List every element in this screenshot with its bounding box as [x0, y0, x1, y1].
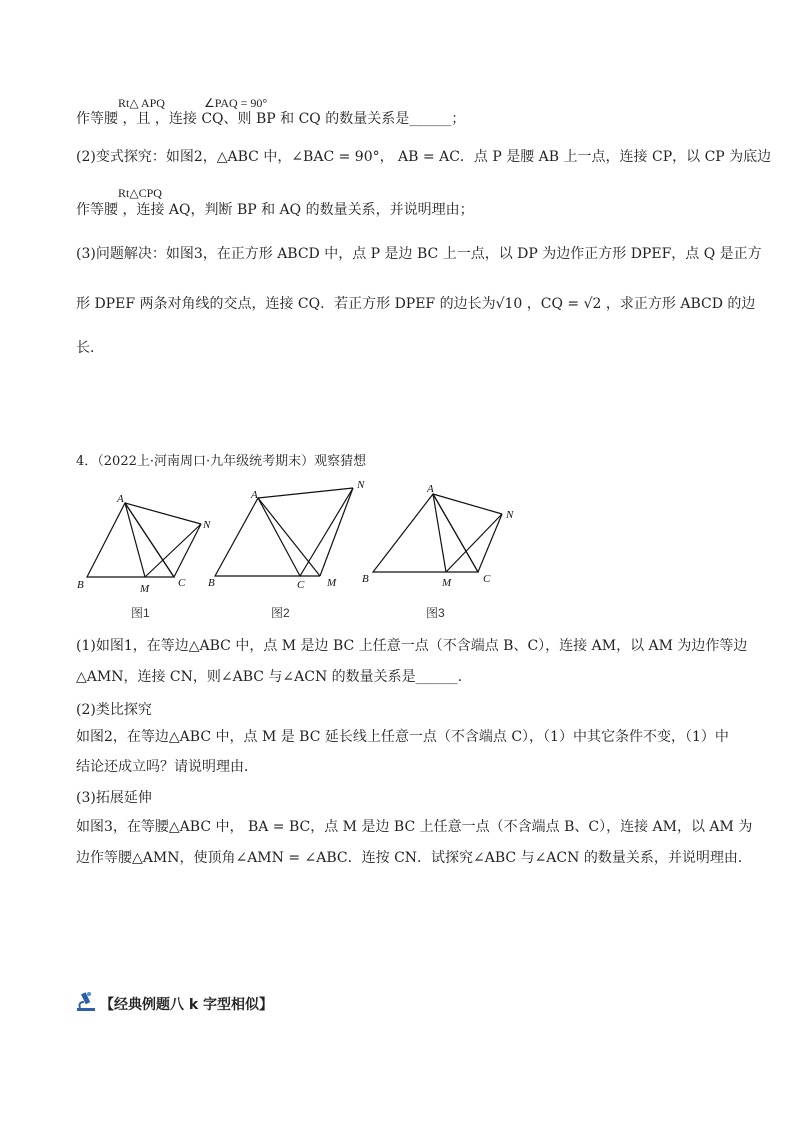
q3-line1: 作等腰 ，且 ，连接 CQ、则 BP 和 CQ 的数量关系是______； — [76, 111, 466, 127]
q3-line3: 作等腰 ，连接 AQ，判断 BP 和 AQ 的数量关系，并说明理由； — [76, 202, 474, 218]
section-header: 【经典例题八 k 字型相似】 — [100, 997, 274, 1013]
fig3-label-n: N — [506, 509, 514, 521]
fig2-label-b: B — [208, 577, 215, 589]
fig3-label-b: B — [362, 573, 369, 585]
fig2-label-n: N — [357, 479, 365, 491]
fig1-label-b: B — [77, 579, 84, 591]
q4-figures — [0, 476, 800, 616]
q3-sup-rt-cpq: Rt△CPQ — [118, 186, 162, 200]
q3-sup-angle-paq: ∠PAQ = 90° — [204, 96, 268, 110]
q4-part3-cont: 边作等腰△AMN，使顶角∠AMN = ∠ABC．连按 CN．试探究∠ABC 与∠ACN 的数量关系，并说明理由． — [76, 850, 752, 866]
fig2-label-c: C — [297, 579, 305, 591]
fig1-label-n: N — [203, 519, 211, 531]
q3-line6: 长． — [76, 340, 104, 356]
fig2-label-m: M — [327, 577, 337, 589]
q4-part2: 如图2，在等边△ABC 中，点 M 是 BC 延长线上任意一点（不含端点 C），（1）中其它条件不变，（1）中 — [76, 729, 729, 745]
fig2-caption: 图2 — [271, 606, 290, 620]
fig3-label-a: A — [427, 483, 434, 495]
fig3-caption: 图3 — [426, 606, 445, 620]
q4-part3-heading: (3)拓展延伸 — [76, 790, 152, 806]
q3-line2: (2)变式探究：如图2，△ABC 中，∠BAC = 90°， AB = AC．点 P 是腰 AB 上一点，连接 CP，以 CP 为底边 — [76, 149, 772, 165]
fig2-label-a: A — [251, 489, 258, 501]
fig1-label-c: C — [178, 577, 186, 589]
q4-part1-cont: △AMN，连接 CN，则∠ABC 与∠ACN 的数量关系是______. — [76, 669, 463, 685]
figure-1 — [87, 503, 201, 577]
fig1-label-m: M — [140, 583, 150, 595]
fig3-label-c: C — [483, 573, 491, 585]
q4-part2-heading: (2)类比探究 — [76, 702, 152, 718]
fig3-label-m: M — [442, 577, 452, 589]
q3-line4: (3)问题解决：如图3，在正方形 ABCD 中，点 P 是边 BC 上一点，以 DP 为边作正方形 DPEF，点 Q 是正方 — [76, 246, 762, 262]
figure-3 — [373, 494, 502, 572]
figure-2 — [215, 488, 353, 576]
q3-line5: 形 DPEF 两条对角线的交点，连接 CQ．若正方形 DPEF 的边长为√10 ，CQ = √2 ，求正方形 ABCD 的边 — [76, 296, 756, 312]
q4-part1: (1)如图1，在等边△ABC 中，点 M 是边 BC 上任意一点（不含端点 B、C），连接 AM，以 AM 为边作等边 — [76, 638, 748, 654]
fig1-label-a: A — [117, 493, 124, 505]
microscope-icon — [74, 990, 98, 1012]
q4-part2-cont: 结论还成立吗？请说明理由． — [76, 759, 258, 775]
fig1-caption: 图1 — [131, 606, 150, 620]
q4-title: 4．（2022上·河南周口·九年级统考期末）观察猜想 — [76, 454, 367, 469]
q3-sup-rt-apq: Rt△ APQ — [118, 96, 165, 110]
q4-part3: 如图3，在等腰△ABC 中， BA = BC，点 M 是边 BC 上任意一点（不含端点 B、C），连接 AM，以 AM 为 — [76, 819, 753, 835]
